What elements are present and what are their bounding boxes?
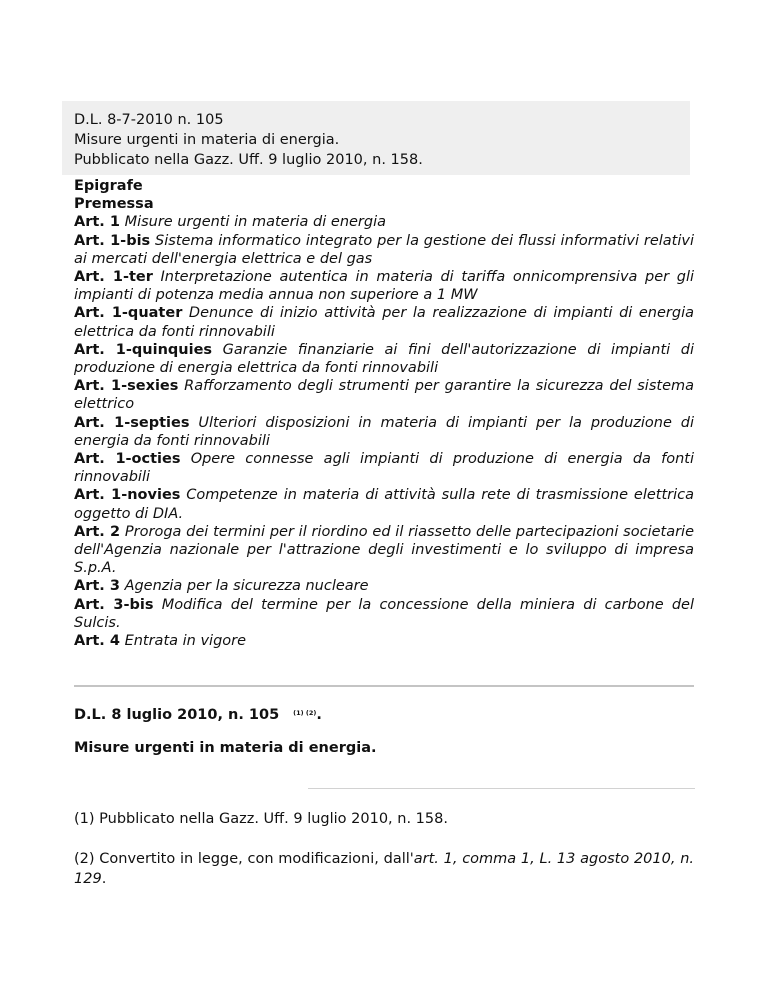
toc-item-art-1-quinquies[interactable]: Art. 1-quinquies Garanzie finanziarie ai fini dell'autorizzazione di impianti di produzione di energia elettrica da fonti rinnovabili [74, 341, 694, 377]
footnote-2-end: . [101, 871, 107, 887]
document-title-end: . [316, 707, 322, 723]
toc-item-art-1-septies[interactable]: Art. 1-septies Ulteriori disposizioni in materia di impianti per la produzione di energia da fonti rinnovabili [74, 414, 695, 449]
document-header [62, 101, 690, 175]
document-title [74, 707, 322, 723]
footnote-refs[interactable]: (1) (2) [293, 709, 317, 717]
document-subtitle: Misure urgenti in materia di energia. [74, 740, 377, 756]
header-publication: Pubblicato nella Gazz. Uff. 9 luglio 2010, n. 158. [74, 152, 423, 168]
toc-item-art-1-quater[interactable]: Art. 1-quater Denunce di inizio attività per la realizzazione di impianti di energia elettrica da fonti rinnovabili [74, 305, 694, 340]
footnotes-divider [308, 788, 695, 789]
section-divider [74, 685, 694, 687]
header-decree-ref: D.L. 8-7-2010 n. 105 [74, 112, 224, 128]
footnote-1: (1) Pubblicato nella Gazz. Uff. 9 luglio 2010, n. 158. [74, 811, 448, 827]
toc-item-art-1-octies[interactable]: Art. 1-octies Opere connesse agli impianti di produzione di energia da fonti rinnovabili [74, 451, 694, 486]
toc-item-art-1[interactable]: Art. 1 Misure urgenti in materia di energia [74, 214, 387, 231]
table-of-contents [74, 177, 694, 650]
toc-item-art-1-sexies[interactable]: Art. 1-sexies Rafforzamento degli strumenti per garantire la sicurezza del sistema elettrico [74, 378, 694, 413]
toc-item-art-1-novies[interactable]: Art. 1-novies Competenze in materia di attività sulla rete di trasmissione elettrica oggetto di DIA. [74, 487, 694, 522]
toc-epigrafe[interactable]: Epigrafe [74, 178, 143, 194]
toc-item-art-2[interactable]: Art. 2 Proroga dei termini per il riordino ed il riassetto delle partecipazioni societarie dell'Agenzia nazionale per l'attrazione degli investimenti e lo sviluppo di impresa S.p.A. [74, 523, 695, 577]
toc-item-art-1-ter[interactable]: Art. 1-ter Interpretazione autentica in materia di tariffa onnicomprensiva per gli impianti di potenza media annua non superiore a 1 MW [74, 269, 695, 304]
footnote-2 [74, 849, 694, 889]
header-decree-title: Misure urgenti in materia di energia. [74, 132, 340, 148]
document-title-text: D.L. 8 luglio 2010, n. 105 [74, 707, 280, 723]
toc-item-art-3[interactable]: Art. 3 Agenzia per la sicurezza nucleare [74, 578, 369, 595]
toc-item-art-4[interactable]: Art. 4 Entrata in vigore [74, 633, 247, 650]
toc-premessa[interactable]: Premessa [74, 196, 154, 213]
toc-item-art-3-bis[interactable]: Art. 3-bis Modifica del termine per la concessione della miniera di carbone del Sulcis. [74, 596, 695, 631]
law-reference-link[interactable]: art. 1, comma 1, L. 13 agosto 2010, n. 129 [74, 851, 694, 887]
toc-item-art-1-bis[interactable]: Art. 1-bis Sistema informatico integrato per la gestione dei flussi informativi relativi ai mercati dell'energia elettrica e del gas [74, 232, 694, 267]
footnote-2-text: (2) Convertito in legge, con modificazioni, dall' [74, 851, 414, 867]
